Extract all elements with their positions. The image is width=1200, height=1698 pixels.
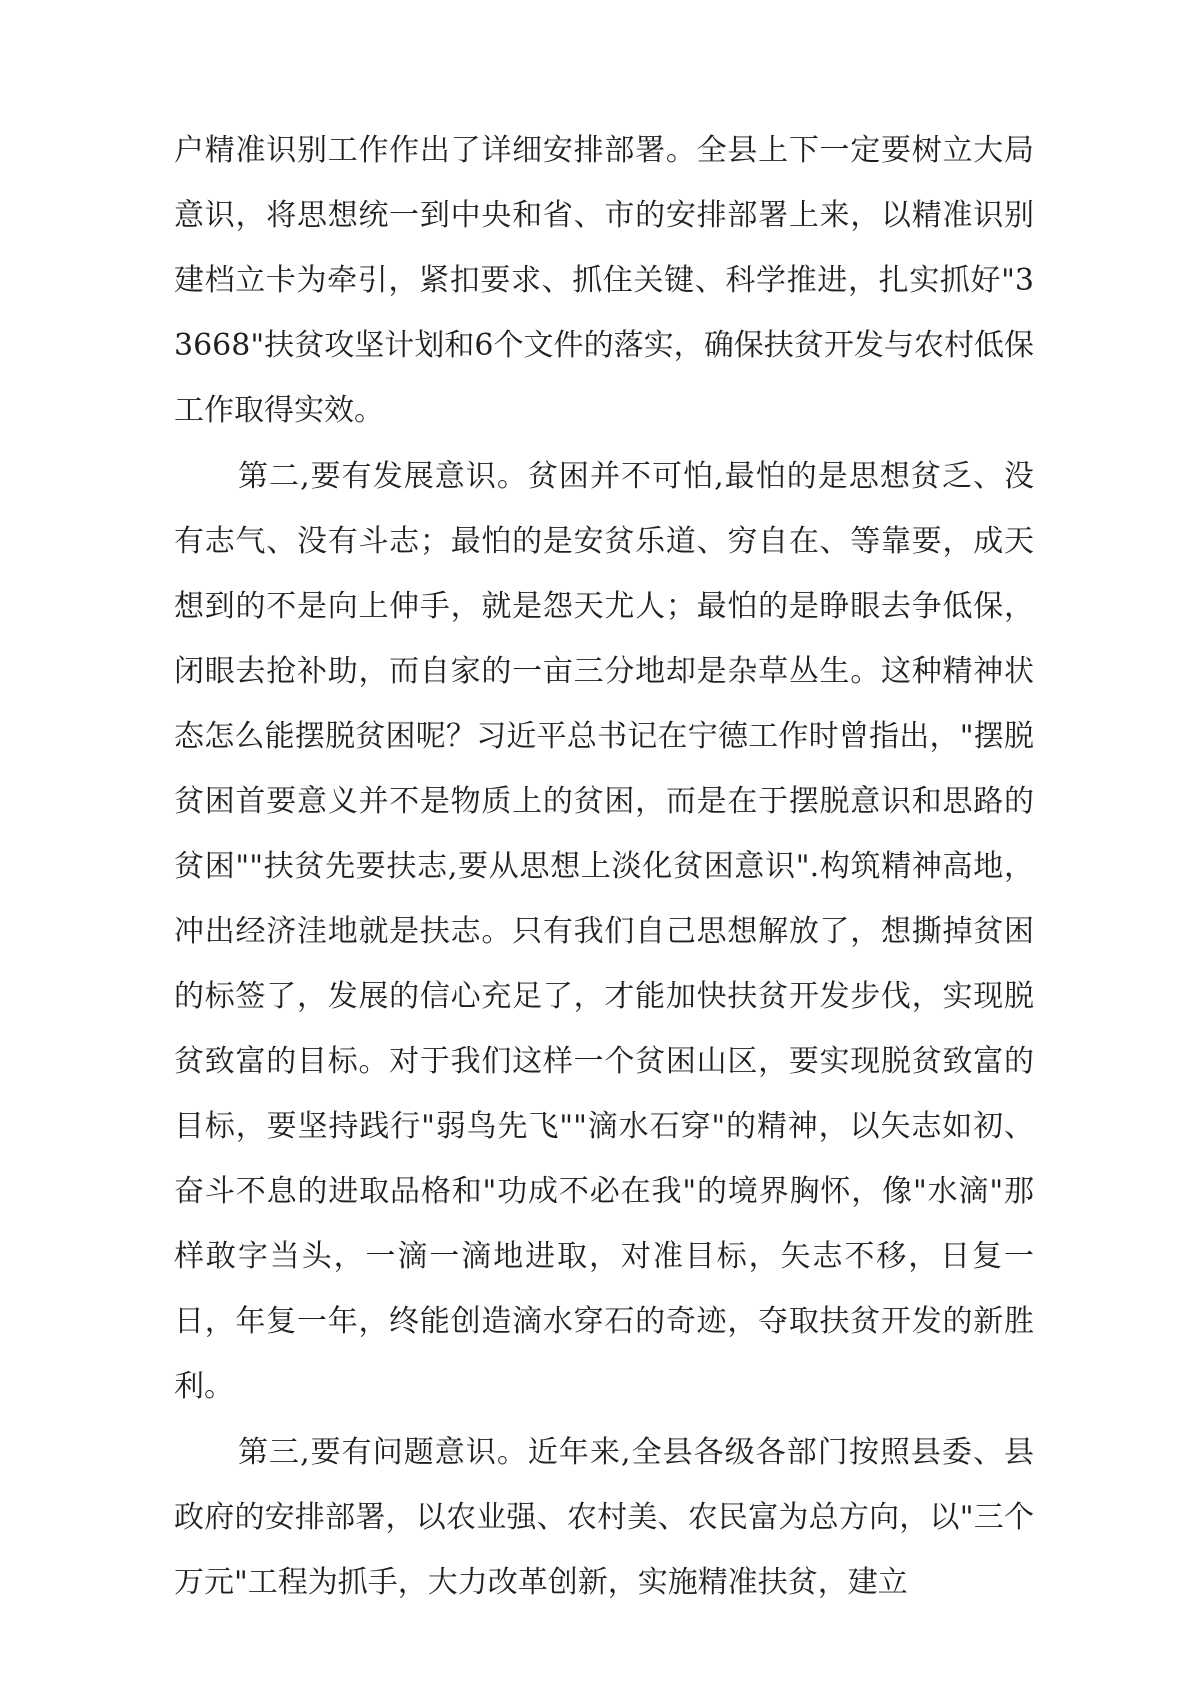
paragraph-continuation: 户精准识别工作作出了详细安排部署。全县上下一定要树立大局意识，将思想统一到中央和省、市的安排部署上来，以精准识别建档立卡为牵引，紧扣要求、抓住关键、科学推进，扎实抓好"33668"扶贫攻坚计划和6个文件的落实，确保扶贫开发与农村低保工作取得实效。 [174,133,1034,428]
paragraph-development-awareness: 第二,要有发展意识。贫困并不可怕,最怕的是思想贫乏、没有志气、没有斗志；最怕的是安贫乐道、穷自在、等靠要，成天想到的不是向上伸手，就是怨天尤人；最怕的是睁眼去争低保，闭眼去抢补助，而自家的一亩三分地却是杂草丛生。这种精神状态怎么能摆脱贫困呢？习近平总书记在宁德工作时曾指出，"摆脱贫困首要意义并不是物质上的贫困，而是在于摆脱意识和思路的贫困""扶贫先要扶志,要从思想上淡化贫困意识".构筑精神高地，冲出经济洼地就是扶志。只有我们自己思想解放了，想撕掉贫困的标签了，发展的信心充足了，才能加快扶贫开发步伐，实现脱贫致富的目标。对于我们这样一个贫困山区，要实现脱贫致富的目标，要坚持践行"弱鸟先飞""滴水石穿"的精神，以矢志如初、奋斗不息的进取品格和"功成不必在我"的境界胸怀，像"水滴"那样敢字当头，一滴一滴地进取，对准目标，矢志不移，日复一日，年复一年，终能创造滴水穿石的奇迹，夺取扶贫开发的新胜利。 [174,459,1034,1404]
document-body [174,118,1034,1616]
paragraph-problem-awareness: 第三,要有问题意识。近年来,全县各级各部门按照县委、县政府的安排部署，以农业强、农村美、农民富为总方向，以"三个万元"工程为抓手，大力改革创新，实施精准扶贫，建立 [174,1435,1034,1600]
